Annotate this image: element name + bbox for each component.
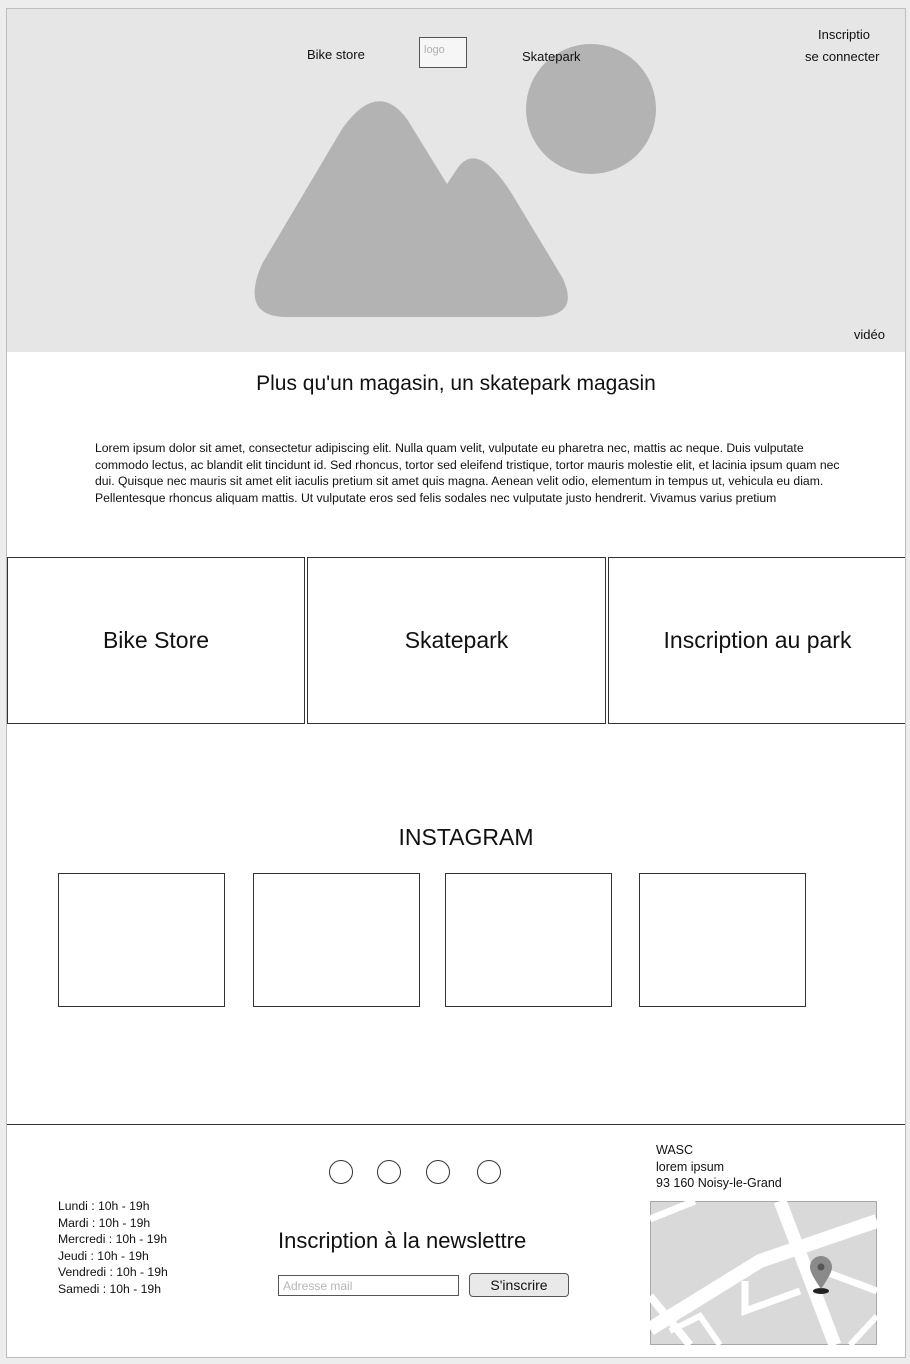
subscribe-button[interactable]: S'inscrire xyxy=(469,1273,569,1297)
opening-hours xyxy=(58,1198,168,1297)
card-bike-store[interactable] xyxy=(7,557,305,724)
social-icon[interactable] xyxy=(477,1160,501,1184)
instagram-post[interactable] xyxy=(445,873,612,1007)
hours-line: Vendredi : 10h - 19h xyxy=(58,1265,168,1279)
nav-inscription[interactable]: Inscriptio xyxy=(818,27,871,42)
instagram-post[interactable] xyxy=(639,873,806,1007)
page-headline: Plus qu'un magasin, un skatepark magasin xyxy=(256,372,656,395)
card-label: Inscription au park xyxy=(663,627,852,653)
map[interactable] xyxy=(650,1201,877,1345)
page-frame xyxy=(6,8,906,1358)
card-skatepark[interactable] xyxy=(307,557,606,724)
hero-video[interactable] xyxy=(7,9,905,352)
card-inscription-park[interactable] xyxy=(608,557,906,724)
social-icon[interactable] xyxy=(377,1160,401,1184)
social-icon[interactable] xyxy=(329,1160,353,1184)
address-name: WASC xyxy=(656,1143,694,1157)
logo[interactable]: logo xyxy=(419,37,467,68)
email-input[interactable] xyxy=(278,1275,459,1296)
hours-line: Samedi : 10h - 19h xyxy=(58,1281,161,1296)
footer xyxy=(7,1124,905,1357)
address-line: lorem ipsum xyxy=(656,1159,725,1174)
video-label: vidéo xyxy=(853,327,885,342)
hours-line: Mercredi : 10h - 19h xyxy=(58,1232,168,1246)
nav-bike-store[interactable]: Bike store xyxy=(307,47,365,62)
instagram-title: INSTAGRAM xyxy=(398,824,534,850)
address-block xyxy=(656,1142,782,1192)
instagram-post[interactable] xyxy=(58,873,225,1007)
social-icon[interactable] xyxy=(426,1160,450,1184)
nav-se-connecter[interactable]: se connecter xyxy=(805,49,880,64)
newsletter-title: Inscription à la newslettre xyxy=(278,1228,527,1253)
card-label: Bike Store xyxy=(102,627,210,653)
address-line: 93 160 Noisy-le-Grand xyxy=(656,1176,782,1190)
hours-line: Jeudi : 10h - 19h xyxy=(58,1248,149,1263)
card-label: Skatepark xyxy=(404,627,509,653)
intro-paragraph: Lorem ipsum dolor sit amet, consectetur adipiscing elit. Nulla quam velit, vulputate eu pharetra nec, mattis ac neque. Duis vulputate commodo lectus, ac blandit elit tincidunt id. Sed rhoncus, tortor sed eleifend tristique, tortor mauris molestie elit, et lacinia ipsum quam nec dui. Quisque nec mauris sit amet elit iaculis pretium sit amet quis magna. Aenean velit odio, elementum in tempus ut, vehicula eu diam. Pellentesque rhoncus aliquam mattis. Ut vulputate eros sed felis sodales nec vulputate justo hendrerit. Vivamus varius pretium xyxy=(95,441,840,505)
instagram-post[interactable] xyxy=(253,873,420,1007)
hours-line: Lundi : 10h - 19h xyxy=(58,1199,150,1213)
hours-line: Mardi : 10h - 19h xyxy=(58,1215,151,1230)
nav-skatepark[interactable]: Skatepark xyxy=(522,49,581,64)
